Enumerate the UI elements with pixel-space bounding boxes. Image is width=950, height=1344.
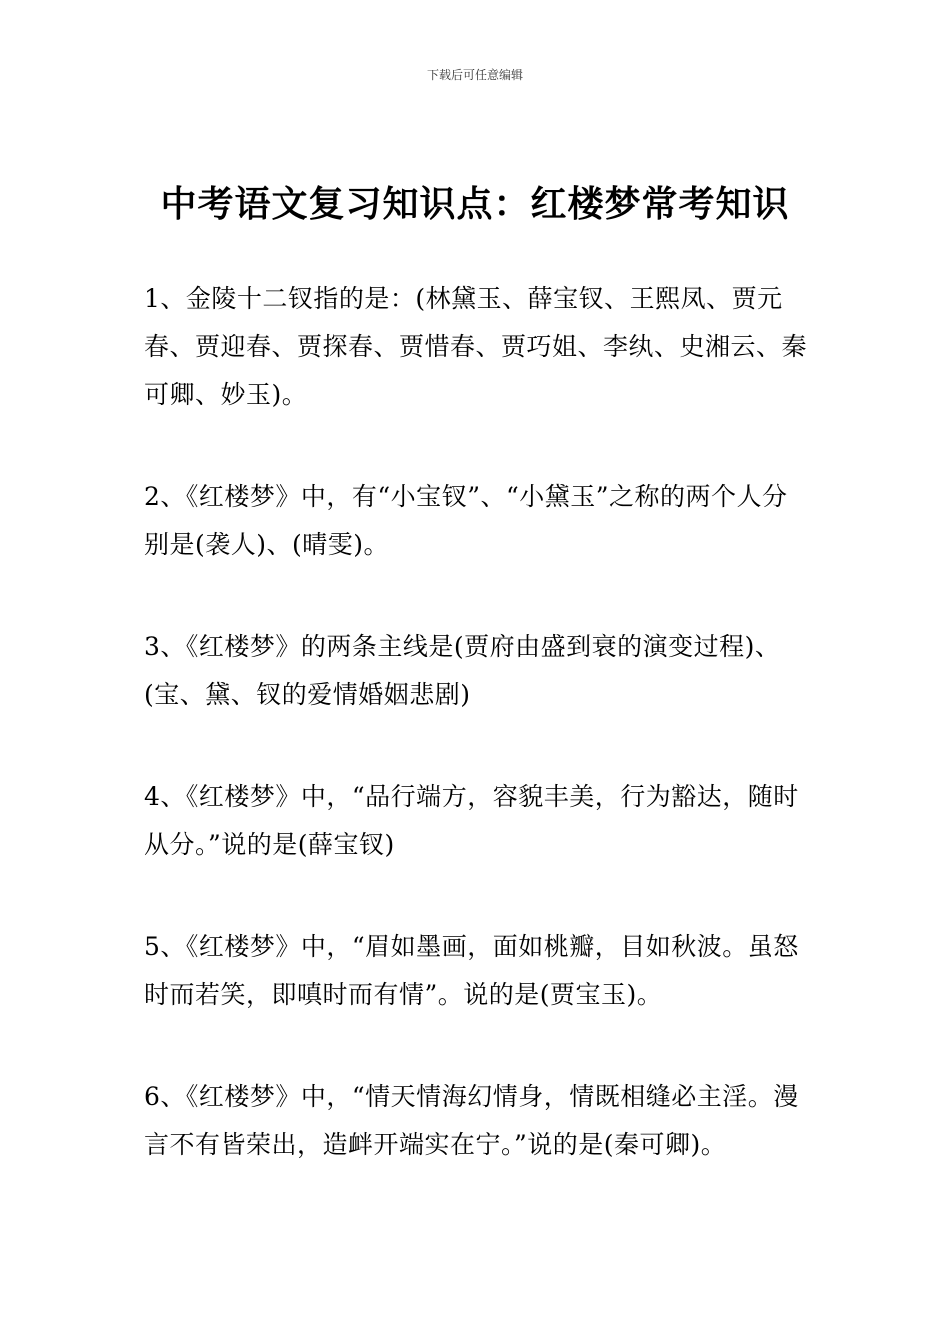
list-item: 6、《红楼梦》中，“情天情海幻情身，情既相缝必主淫。漫言不有皆荣出，造衅开端实在宁。”说的是(秦可卿)。 — [144, 1082, 799, 1159]
list-item: 5、《红楼梦》中，“眉如墨画，面如桃瓣，目如秋波。虽怒时而若笑，即嗔时而有情”。说的是(贾宝玉)。 — [144, 932, 799, 1009]
list-item: 2、《红楼梦》中，有“小宝钗”、“小黛玉”之称的两个人分别是(袭人)、(晴雯)。 — [144, 482, 788, 559]
knowledge-list — [144, 275, 812, 1223]
page-title: 中考语文复习知识点：红楼梦常考知识 — [160, 184, 790, 225]
list-item: 3、《红楼梦》的两条主线是(贾府由盛到衰的演变过程)、(宝、黛、钗的爱情婚姻悲剧) — [144, 632, 781, 709]
header-note: 下载后可任意编辑 — [426, 68, 523, 82]
list-item: 4、《红楼梦》中，“品行端方，容貌丰美，行为豁达，随时从分。”说的是(薛宝钗) — [144, 782, 799, 859]
list-item: 1、金陵十二钗指的是：(林黛玉、薛宝钗、王熙凤、贾元春、贾迎春、贾探春、贾惜春、贾巧姐、李纨、史湘云、秦可卿、妙玉)。 — [144, 284, 808, 409]
